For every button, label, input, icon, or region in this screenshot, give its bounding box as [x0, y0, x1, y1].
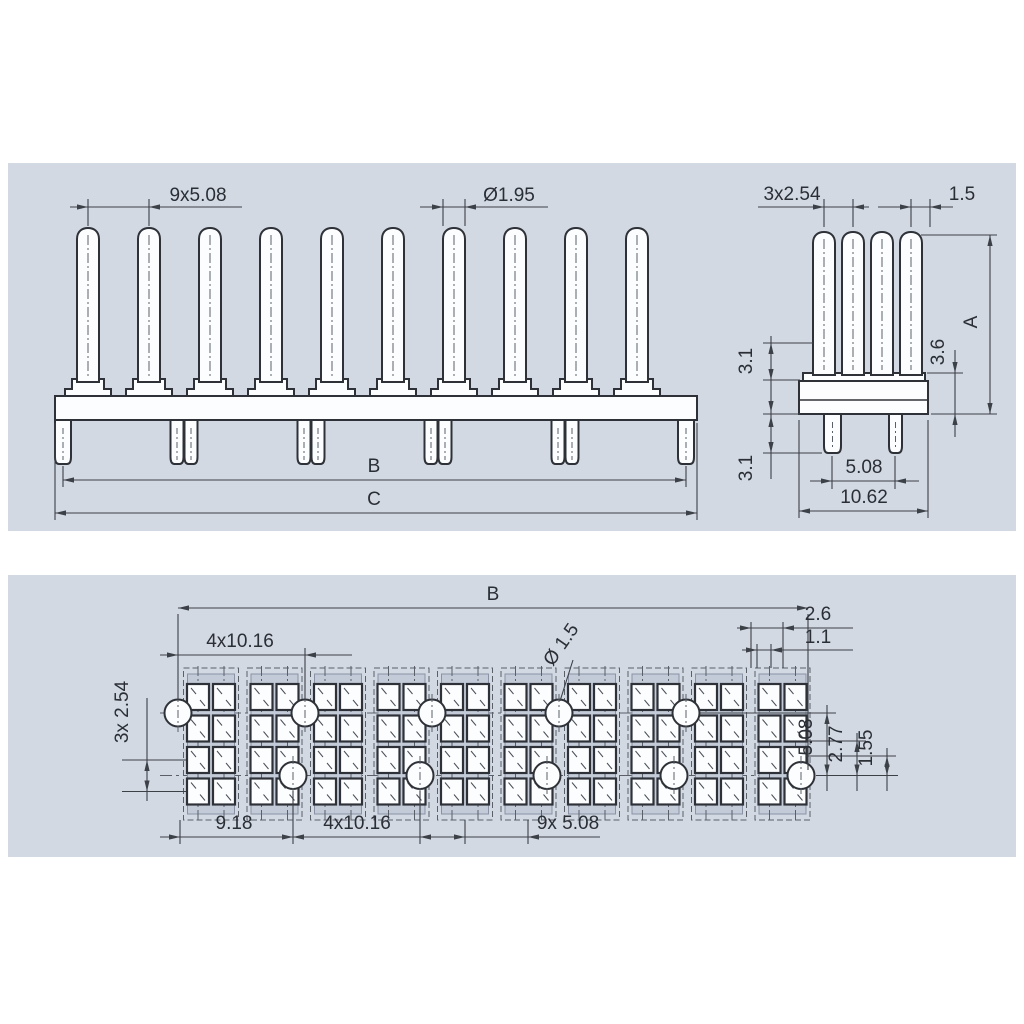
dim-hole-pitch-top: 4x10.16 — [206, 631, 274, 652]
smt-pad — [695, 779, 717, 805]
pin — [443, 228, 465, 382]
dim-pad-pitch: 9x 5.08 — [536, 813, 600, 834]
dim-width-c: C — [367, 489, 381, 510]
dim-base-height: 3.6 — [928, 338, 949, 366]
smt-pad — [632, 684, 654, 710]
dim-fp-row-pitch: 3x 2.54 — [112, 680, 133, 744]
smt-pad — [568, 779, 590, 805]
smt-pad — [721, 684, 743, 710]
smt-pad — [213, 747, 235, 773]
smt-pad — [251, 716, 273, 742]
smt-pad — [340, 716, 362, 742]
smt-pad — [594, 716, 616, 742]
smt-pad — [314, 747, 336, 773]
smt-pad — [721, 716, 743, 742]
smt-pad — [594, 684, 616, 710]
smt-pad — [632, 747, 654, 773]
base-strip — [55, 396, 697, 420]
smt-pad — [340, 779, 362, 805]
dim-margin-11: 1.1 — [804, 627, 832, 648]
dim-width-b: B — [367, 456, 381, 477]
smt-pad — [441, 779, 463, 805]
pin — [382, 228, 404, 382]
smt-pad — [594, 779, 616, 805]
dim-hole-pitch-bottom: 4x10.16 — [323, 813, 391, 834]
pin — [321, 228, 343, 382]
dim-upper-31: 3.1 — [736, 347, 757, 375]
smt-pad — [378, 779, 400, 805]
dim-lower-31: 3.1 — [736, 454, 757, 482]
smt-pad — [378, 747, 400, 773]
pin — [565, 228, 587, 382]
smt-pad — [632, 779, 654, 805]
smt-pad — [594, 747, 616, 773]
smt-pad — [213, 779, 235, 805]
smt-pad — [785, 684, 807, 710]
dim-hole-offset-918: 9.18 — [215, 813, 253, 834]
smt-pad — [721, 779, 743, 805]
dim-leg-pitch: 5.08 — [845, 457, 883, 478]
smt-pad — [467, 684, 489, 710]
smt-pad — [187, 747, 209, 773]
dim-pin-pitch: 9x5.08 — [169, 185, 227, 206]
dim-offset-15: 1.5 — [948, 184, 976, 205]
pin — [260, 228, 282, 382]
dim-hole-diameter: Ø 1.5 — [539, 619, 584, 670]
smt-pad — [759, 747, 781, 773]
smt-pad — [251, 747, 273, 773]
smt-pad — [505, 779, 527, 805]
smt-pad — [378, 684, 400, 710]
pin — [199, 228, 221, 382]
smt-pad — [632, 716, 654, 742]
smt-pad — [505, 684, 527, 710]
dim-row-pitch: 3x2.54 — [763, 184, 821, 205]
dim-margin-26: 2.6 — [804, 604, 832, 625]
smt-pad — [251, 779, 273, 805]
solder-leg — [824, 414, 841, 453]
dim-edge-offset: 1.55 — [856, 729, 877, 767]
smt-pad — [213, 684, 235, 710]
smt-pad — [467, 747, 489, 773]
smt-pad — [340, 684, 362, 710]
pin — [138, 228, 160, 382]
smt-pad — [378, 716, 400, 742]
pin — [504, 228, 526, 382]
smt-pad — [568, 747, 590, 773]
smt-pad — [721, 747, 743, 773]
footprint-view — [160, 666, 815, 822]
dim-pin-diameter: Ø1.95 — [483, 185, 535, 206]
pin — [77, 228, 99, 382]
dim-base-width: 10.62 — [840, 487, 888, 508]
smt-pad — [467, 716, 489, 742]
smt-pad — [505, 747, 527, 773]
pin — [626, 228, 648, 382]
smt-pad — [251, 684, 273, 710]
dim-height-a: A — [961, 315, 982, 329]
smt-pad — [340, 747, 362, 773]
smt-pad — [695, 747, 717, 773]
smt-pad — [759, 716, 781, 742]
solder-leg — [889, 414, 902, 453]
smt-pad — [467, 779, 489, 805]
smt-pad — [759, 779, 781, 805]
dim-pad-offset: 2.77 — [826, 725, 847, 763]
base-body — [799, 381, 928, 414]
smt-pad — [187, 779, 209, 805]
smt-pad — [213, 716, 235, 742]
dim-fp-width-b: B — [486, 584, 500, 605]
smt-pad — [505, 716, 527, 742]
smt-pad — [441, 747, 463, 773]
smt-pad — [314, 779, 336, 805]
dim-hole-row-offset: 5.08 — [796, 718, 817, 756]
smt-pad — [759, 684, 781, 710]
